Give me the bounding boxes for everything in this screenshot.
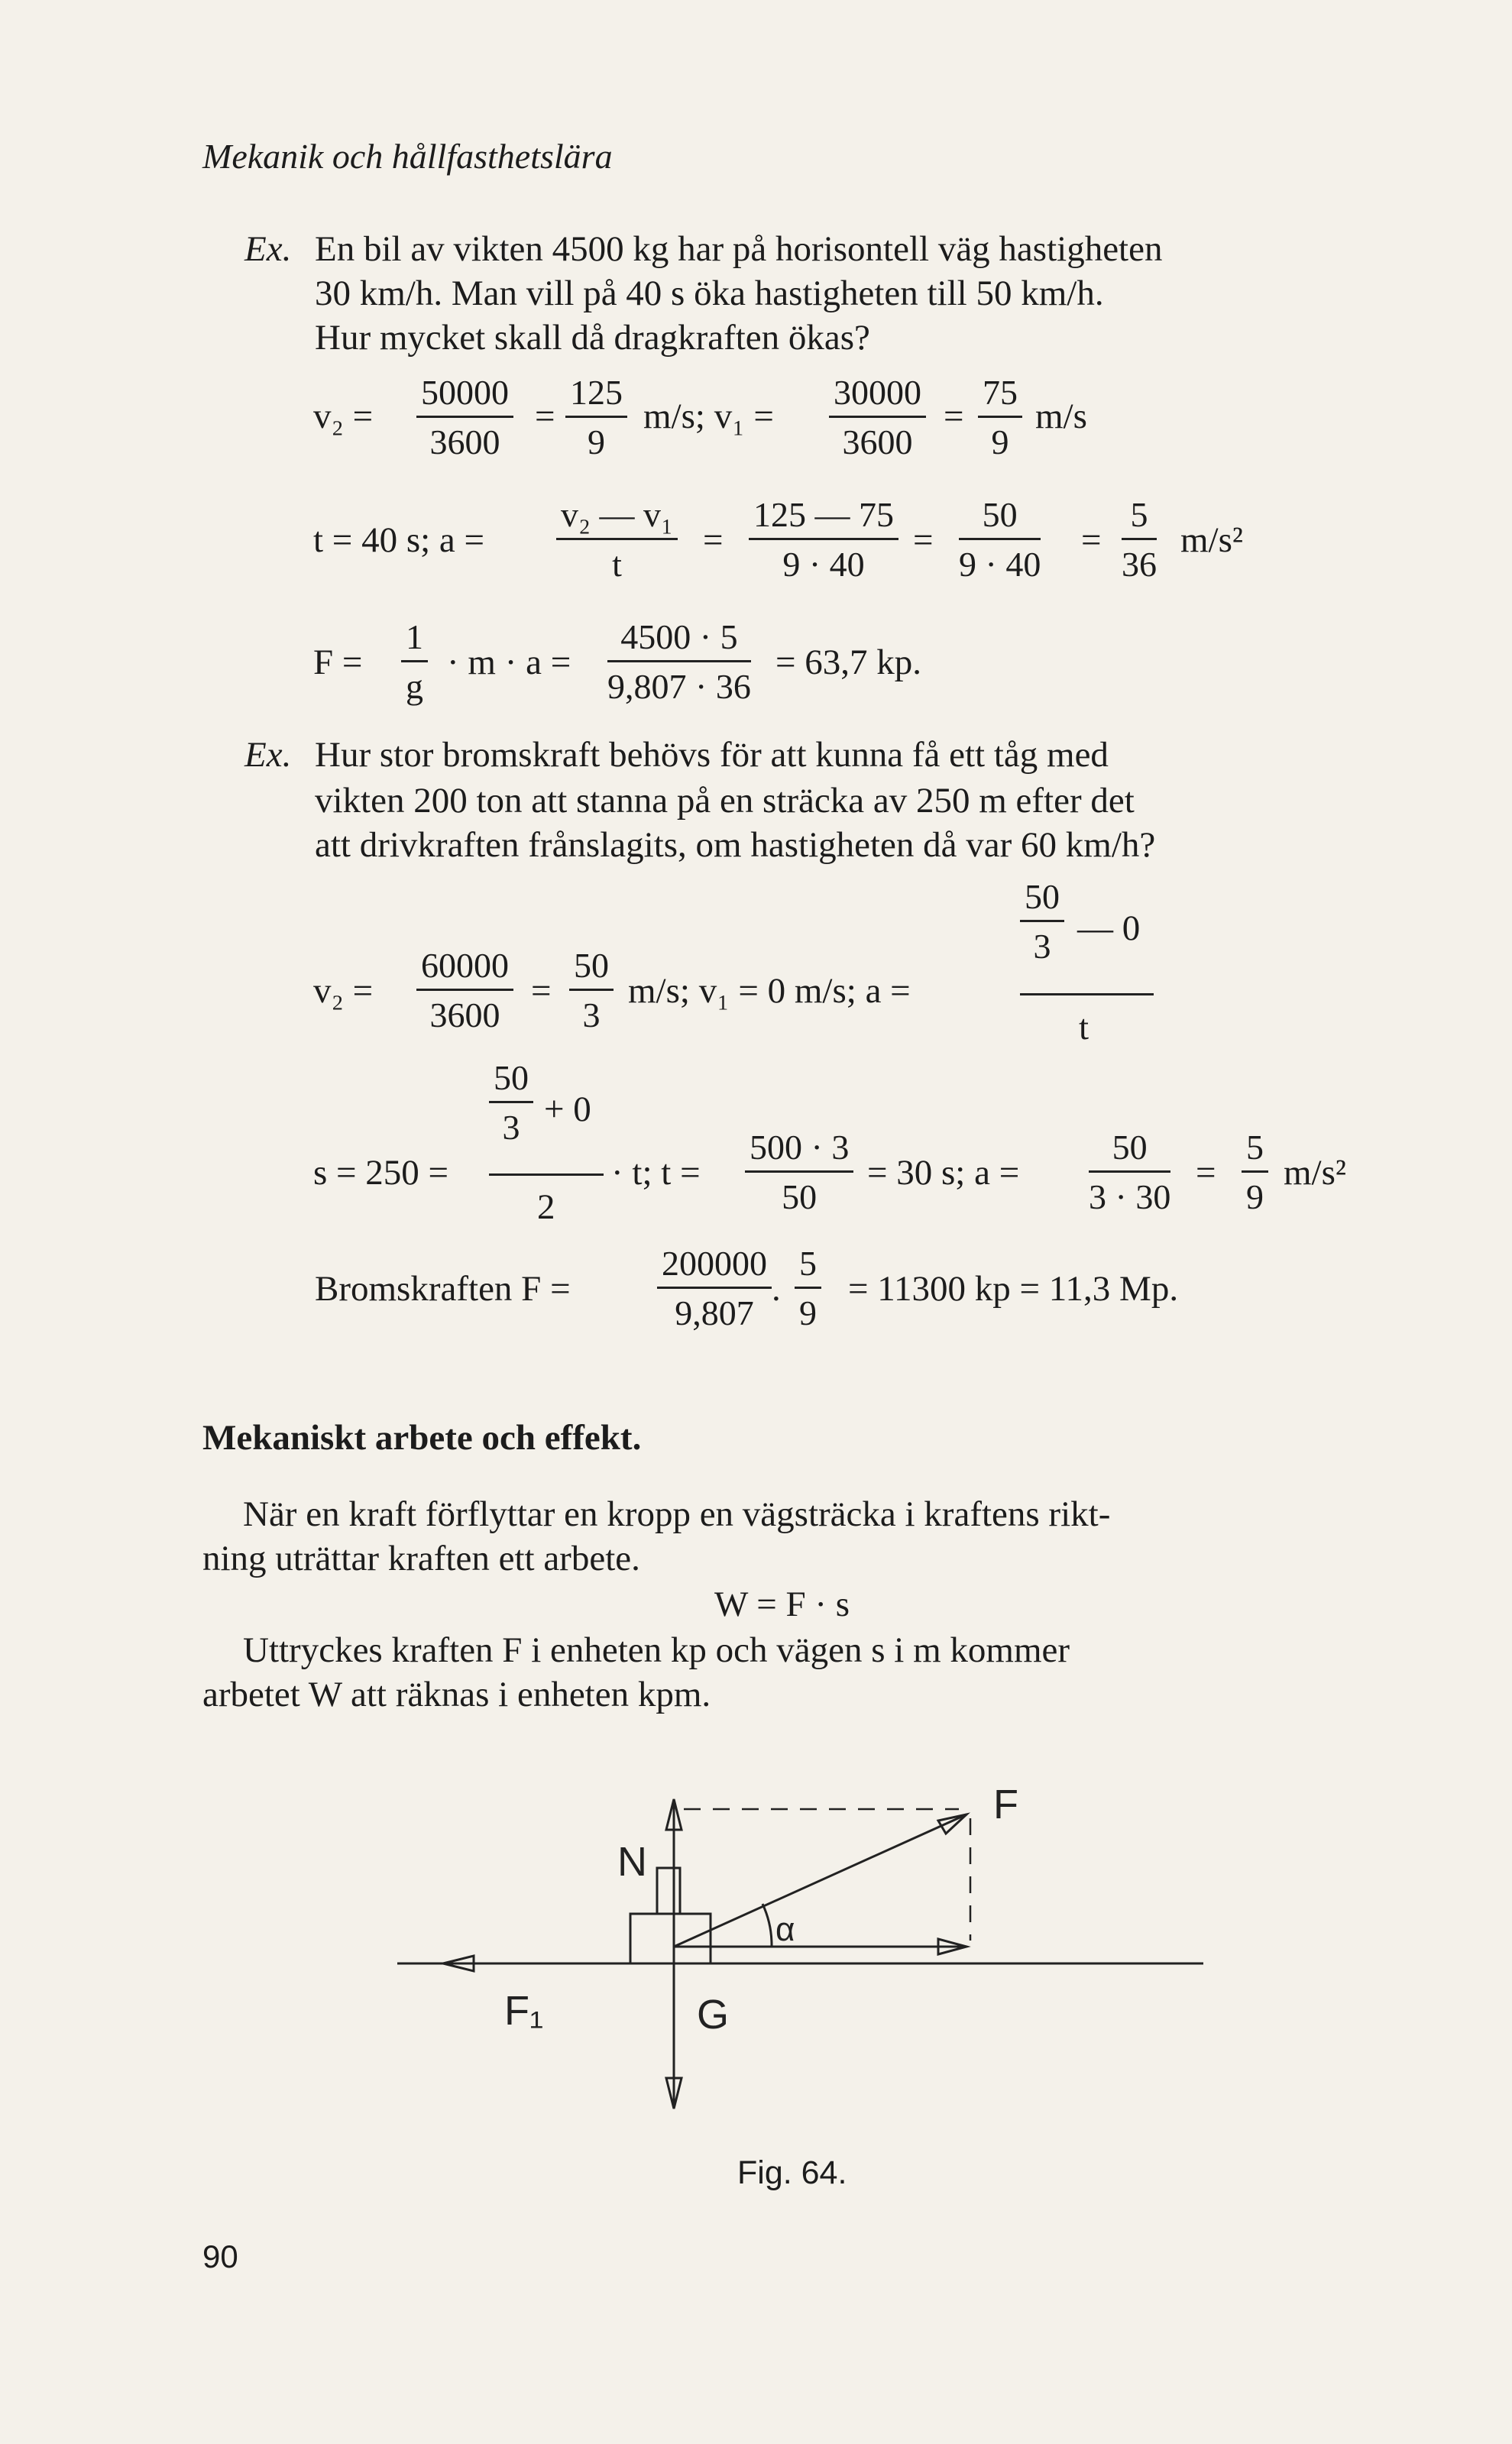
section-formula: W = F · s	[714, 1585, 850, 1624]
ex1-eq1-eq-a: =	[535, 397, 555, 436]
ex1-line-2: 30 km/h. Man vill på 40 s öka hastigheten till 50 km/h.	[315, 274, 1104, 313]
label-alpha: α	[775, 1911, 795, 1948]
ex1-eq3-frac1: $\frac{1}{g}$	[401, 617, 428, 707]
figure-caption: Fig. 64.	[737, 2154, 847, 2191]
ex2-eq3-dot: .	[772, 1269, 781, 1309]
ex1-eq2-unit: m/s²	[1180, 520, 1243, 560]
ex2-eq2-mid2: = 30 s; a =	[867, 1153, 1020, 1193]
ex1-eq2-frac3: $\frac{50}{9 \cdot 40}$	[959, 495, 1041, 584]
ex1-eq2-eq-c: =	[1081, 520, 1102, 560]
section-para1-line1: När en kraft förflyttar en kropp en vägsträcka i kraftens rikt-	[243, 1494, 1111, 1534]
ex1-eq1-frac1: $\frac{50000}{3600}$	[416, 373, 513, 462]
ex2-line-1: Hur stor bromskraft behövs för att kunna få ett tåg med	[315, 735, 1109, 775]
ex2-eq1-frac1: $\frac{60000}{3600}$	[416, 946, 513, 1035]
ex2-eq1-inner-rest: — 0	[1077, 908, 1141, 948]
ex2-eq2-lhs: s = 250 =	[313, 1153, 449, 1193]
ex2-eq2-mid: · t; t =	[611, 1153, 701, 1193]
block-small	[657, 1868, 680, 1914]
ex2-eq2-den: 2	[537, 1187, 555, 1227]
ex1-eq2-eq-a: =	[703, 520, 724, 560]
ex2-eq3-rhs: = 11300 kp = 11,3 Mp.	[848, 1269, 1179, 1309]
ex2-eq2-unit: m/s²	[1284, 1153, 1346, 1193]
label-f1: F₁	[504, 1988, 544, 2034]
ex1-eq3-mid: · m · a =	[447, 643, 571, 682]
running-title: Mekanik och hållfasthetslära	[202, 137, 613, 176]
ex2-eq3-lhs: Bromskraften F =	[315, 1269, 571, 1309]
angle-arc	[762, 1904, 772, 1947]
ex2-eq2-frac3: $\frac{50}{3 \cdot 30}$	[1089, 1128, 1171, 1216]
section-para2-line1: Uttryckes kraften F i enheten kp och vägen s i m kommer	[243, 1630, 1070, 1670]
ex2-line-2: vikten 200 ton att stanna på en sträcka av 250 m efter det	[315, 781, 1135, 821]
ex2-eq2-frac2: $\frac{500 \cdot 3}{50}$	[745, 1128, 853, 1217]
ex1-eq3-lhs: F =	[313, 643, 363, 682]
ex1-label: Ex.	[244, 229, 292, 269]
section-para1-line2: ning uträttar kraften ett arbete.	[202, 1539, 640, 1578]
ex1-eq1-unit: m/s; v₁ =	[643, 397, 774, 436]
ex1-eq3-frac2: $\frac{4500 \cdot 5}{9,807 \cdot 36}$	[607, 617, 751, 706]
ex2-eq2-inner-rest: + 0	[544, 1089, 591, 1129]
section-para2-line2: arbetet W att räknas i enheten kpm.	[202, 1675, 711, 1714]
ex2-eq1-eq: =	[531, 971, 552, 1011]
block	[630, 1914, 711, 1963]
ex1-line-3: Hur mycket skall då dragkraften ökas?	[315, 318, 870, 358]
ex2-eq2-eq: =	[1196, 1153, 1216, 1193]
ex2-eq2-frac4: $\frac{5}{9}$	[1242, 1128, 1268, 1217]
ex1-eq1-frac4: $\frac{75}{9}$	[978, 373, 1022, 462]
label-g: G	[697, 1992, 730, 2038]
ex2-eq3-frac2: $\frac{5}{9}$	[795, 1244, 821, 1333]
ex2-eq3-frac1: $\frac{200000}{9,807}$	[657, 1244, 772, 1333]
ex1-line-1: En bil av vikten 4500 kg har på horisontell väg hastigheten	[315, 229, 1163, 269]
ex2-eq1-lhs: v₂ =	[313, 971, 374, 1011]
ex1-eq1-lhs: v₂ =	[313, 397, 374, 436]
label-f: F	[993, 1782, 1018, 1827]
f-arrowhead	[938, 1814, 966, 1834]
label-n: N	[617, 1839, 647, 1885]
ex2-eq1-den: t	[1079, 1008, 1089, 1047]
ex2-eq1-frac2: $\frac{50}{3}$	[569, 946, 614, 1035]
ex2-line-3: att drivkraften frånslagits, om hastigheten då var 60 km/h?	[315, 825, 1156, 865]
ex1-eq3-rhs: = 63,7 kp.	[775, 643, 922, 682]
ex1-eq2-frac4: $\frac{5}{36}$	[1122, 495, 1157, 584]
ex1-eq1-eq-b: =	[944, 397, 964, 436]
section-title: Mekaniskt arbete och effekt.	[202, 1418, 642, 1458]
force-f-line	[674, 1814, 966, 1947]
ex2-label: Ex.	[244, 735, 292, 775]
ex2-eq1-mid: m/s; v₁ = 0 m/s; a =	[628, 971, 911, 1011]
ex1-eq2-frac2: $\frac{125 — 75}{9 \cdot 40}$	[749, 495, 898, 584]
ex1-eq2-eq-b: =	[913, 520, 934, 560]
ex1-eq1-unit2: m/s	[1035, 397, 1087, 436]
ex1-eq2-frac1: $\frac{\text{v₂ — v₁}}{t}$	[556, 495, 678, 584]
ex1-eq2-lhs: t = 40 s; a =	[313, 520, 485, 560]
ex2-eq2-inner-frac: $\frac{50}{3}$	[489, 1058, 533, 1148]
page-number: 90	[202, 2238, 238, 2274]
ex1-eq1-frac3: $\frac{30000}{3600}$	[829, 373, 926, 462]
ex2-eq1-inner-frac: $\frac{50}{3}$	[1020, 877, 1064, 966]
ex1-eq1-frac2: $\frac{125}{9}$	[565, 373, 627, 462]
